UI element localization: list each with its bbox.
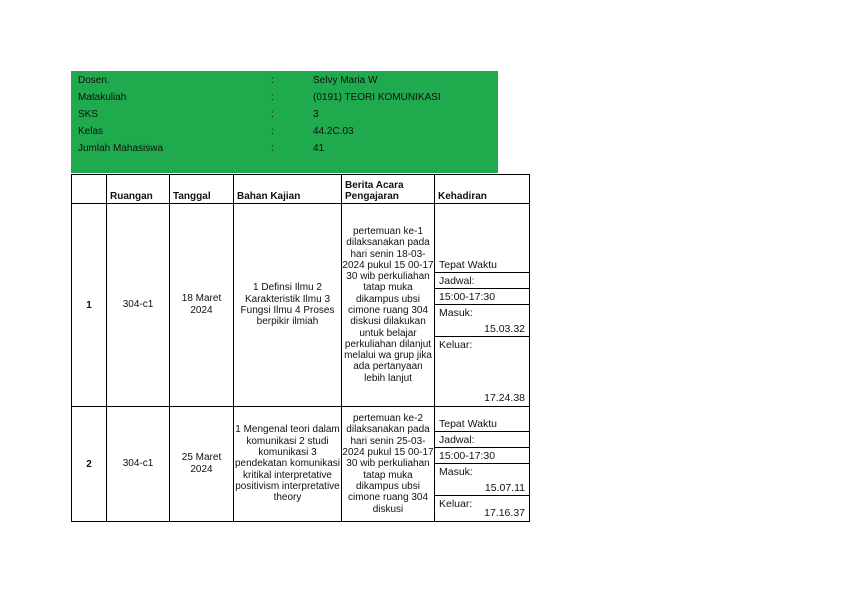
header-bahan-kajian: Bahan Kajian bbox=[234, 175, 342, 204]
status-tepat-waktu: Tepat Waktu bbox=[435, 416, 529, 432]
info-value: 41 bbox=[313, 143, 325, 154]
row-berita-acara: pertemuan ke-1 dilaksanakan pada hari senin 18-03-2024 pukul 15 00-17 30 wib perkuliahan tatap muka dikampus ubsi cimone ruang 304 diskusi dilakukan untuk belajar perkuliahan dilanjut melalui wa grup jika ada pertanyaan lebih lanjut bbox=[342, 204, 435, 407]
header-tanggal: Tanggal bbox=[170, 175, 234, 204]
keluar-value: 17.24.38 bbox=[484, 392, 525, 404]
info-row-jumlah-mahasiswa bbox=[71, 140, 498, 157]
header-kehadiran: Kehadiran bbox=[435, 175, 530, 204]
row-bahan-kajian: 1 Mengenal teori dalam komunikasi 2 studi komunikasi 3 pendekatan komunikasi kritikal interpretative positivism interpretative theory bbox=[234, 407, 342, 522]
header-berita-acara: Berita Acara Pengajaran bbox=[342, 175, 435, 204]
info-row-sks bbox=[71, 106, 498, 123]
info-separator: : bbox=[271, 109, 274, 120]
keluar-label: Keluar: bbox=[439, 339, 473, 351]
jadwal-value: 15:00-17:30 bbox=[435, 289, 529, 305]
info-separator: : bbox=[271, 92, 274, 103]
info-separator: : bbox=[271, 75, 274, 86]
keluar-label: Keluar: bbox=[439, 498, 473, 510]
info-label: SKS bbox=[78, 109, 99, 120]
row-number: 2 bbox=[72, 407, 107, 522]
info-value: 44.2C.03 bbox=[313, 126, 354, 137]
row-ruangan: 304-c1 bbox=[107, 407, 170, 522]
info-label: Matakuliah bbox=[78, 92, 127, 103]
row-kehadiran bbox=[435, 204, 530, 407]
info-label: Dosen. bbox=[78, 75, 110, 86]
info-label: Jumlah Mahasiswa bbox=[78, 143, 164, 154]
table-row bbox=[72, 204, 530, 407]
info-value: (0191) TEORI KOMUNIKASI bbox=[313, 92, 441, 103]
info-row-dosen bbox=[71, 72, 498, 89]
table-header-row bbox=[72, 175, 530, 204]
row-kehadiran bbox=[435, 407, 530, 522]
row-number: 1 bbox=[72, 204, 107, 407]
info-row-matakuliah bbox=[71, 89, 498, 106]
row-tanggal: 25 Maret 2024 bbox=[170, 407, 234, 522]
header-no bbox=[72, 175, 107, 204]
status-tepat-waktu: Tepat Waktu bbox=[435, 257, 529, 273]
row-berita-acara: pertemuan ke-2 dilaksanakan pada hari senin 25-03-2024 pukul 15 00-17 30 wib perkuliahan tatap muka dikampus ubsi cimone ruang 304 diskusi bbox=[342, 407, 435, 522]
header-ruangan: Ruangan bbox=[107, 175, 170, 204]
masuk-value: 15.03.32 bbox=[435, 321, 529, 337]
keluar-value: 17.16.37 bbox=[484, 507, 525, 519]
info-label: Kelas bbox=[78, 126, 104, 137]
masuk-value: 15.07.11 bbox=[435, 480, 529, 496]
attendance-table bbox=[71, 174, 530, 522]
info-value: 3 bbox=[313, 109, 319, 120]
row-tanggal: 18 Maret 2024 bbox=[170, 204, 234, 407]
jadwal-label: Jadwal: bbox=[435, 273, 529, 289]
row-ruangan: 304-c1 bbox=[107, 204, 170, 407]
row-bahan-kajian: 1 Definsi Ilmu 2 Karakteristik Ilmu 3 Fungsi Ilmu 4 Proses berpikir ilmiah bbox=[234, 204, 342, 407]
info-value: Selvy Maria W bbox=[313, 75, 378, 86]
masuk-label: Masuk: bbox=[439, 307, 473, 319]
course-info-panel bbox=[71, 71, 498, 173]
jadwal-label: Jadwal: bbox=[435, 432, 529, 448]
masuk-label: Masuk: bbox=[439, 466, 473, 478]
info-separator: : bbox=[271, 126, 274, 137]
info-separator: : bbox=[271, 143, 274, 154]
info-row-kelas bbox=[71, 123, 498, 140]
table-row bbox=[72, 407, 530, 522]
jadwal-value: 15:00-17:30 bbox=[435, 448, 529, 464]
